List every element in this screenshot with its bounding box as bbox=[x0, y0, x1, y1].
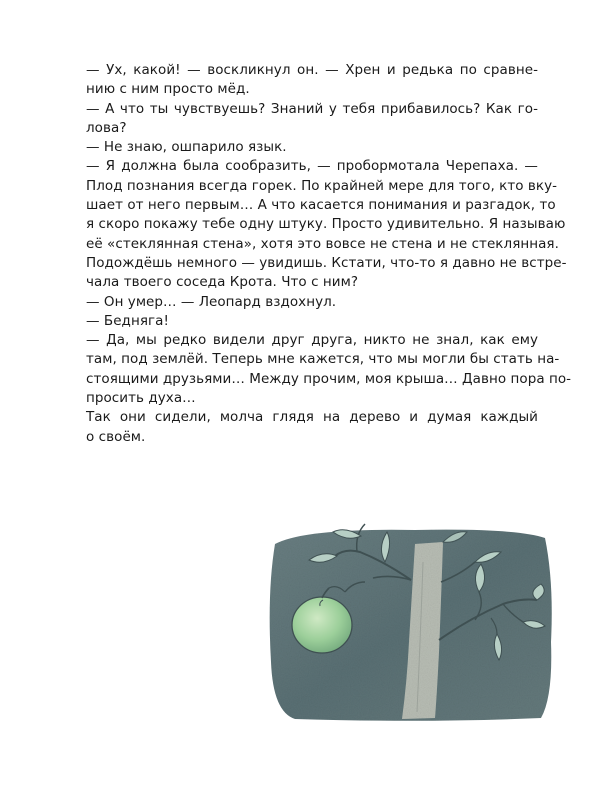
text-line: о своём. bbox=[86, 428, 146, 445]
text-line: Подождёшь немного — увидишь. Кстати, что-то я давно не встре- bbox=[86, 254, 567, 271]
text-line: — Я должна была сообразить, — пробормотала Черепаха. — bbox=[86, 158, 538, 175]
apple bbox=[292, 597, 352, 653]
text-line: — Бедняга! bbox=[86, 312, 169, 329]
text-line: — А что ты чувствуешь? Знаний у тебя прибавилось? Как го- bbox=[86, 100, 538, 117]
text-line: её «стеклянная стена», хотя это вовсе не стена и не стеклянная. bbox=[86, 235, 559, 252]
text-line: лова? bbox=[86, 119, 127, 136]
text-line: — Да, мы редко видели друг друга, никто не знал, как ему bbox=[86, 332, 538, 349]
text-line: Плод познания всегда горек. По крайней мере для того, кто вку- bbox=[86, 177, 558, 194]
text-line: просить духа… bbox=[86, 390, 196, 407]
text-line: — Он умер… — Леопард вздохнул. bbox=[86, 293, 337, 310]
text-line: Так они сидели, молча глядя на дерево и думая каждый bbox=[86, 409, 538, 426]
text-line: там, под землёй. Теперь мне кажется, что мы могли бы стать на- bbox=[86, 351, 560, 368]
apple-tree-illustration bbox=[265, 522, 555, 727]
text-line: я скоро покажу тебе одну штуку. Просто удивительно. Я называю bbox=[86, 216, 566, 233]
text-line: — Не знаю, ошпарило язык. bbox=[86, 139, 287, 156]
text-line: шает от него первым… А что касается понимания и разгадок, то bbox=[86, 197, 556, 214]
text-line: нию с ним просто мёд. bbox=[86, 81, 250, 98]
text-line: — Ух, какой! — воскликнул он. — Хрен и редька по сравне- bbox=[86, 62, 538, 78]
text-line: чала твоего соседа Крота. Что с ним? bbox=[86, 274, 359, 291]
story-text bbox=[86, 61, 572, 447]
text-line: стоящими друзьями… Между прочим, моя крыша… Давно пора по- bbox=[86, 370, 572, 387]
